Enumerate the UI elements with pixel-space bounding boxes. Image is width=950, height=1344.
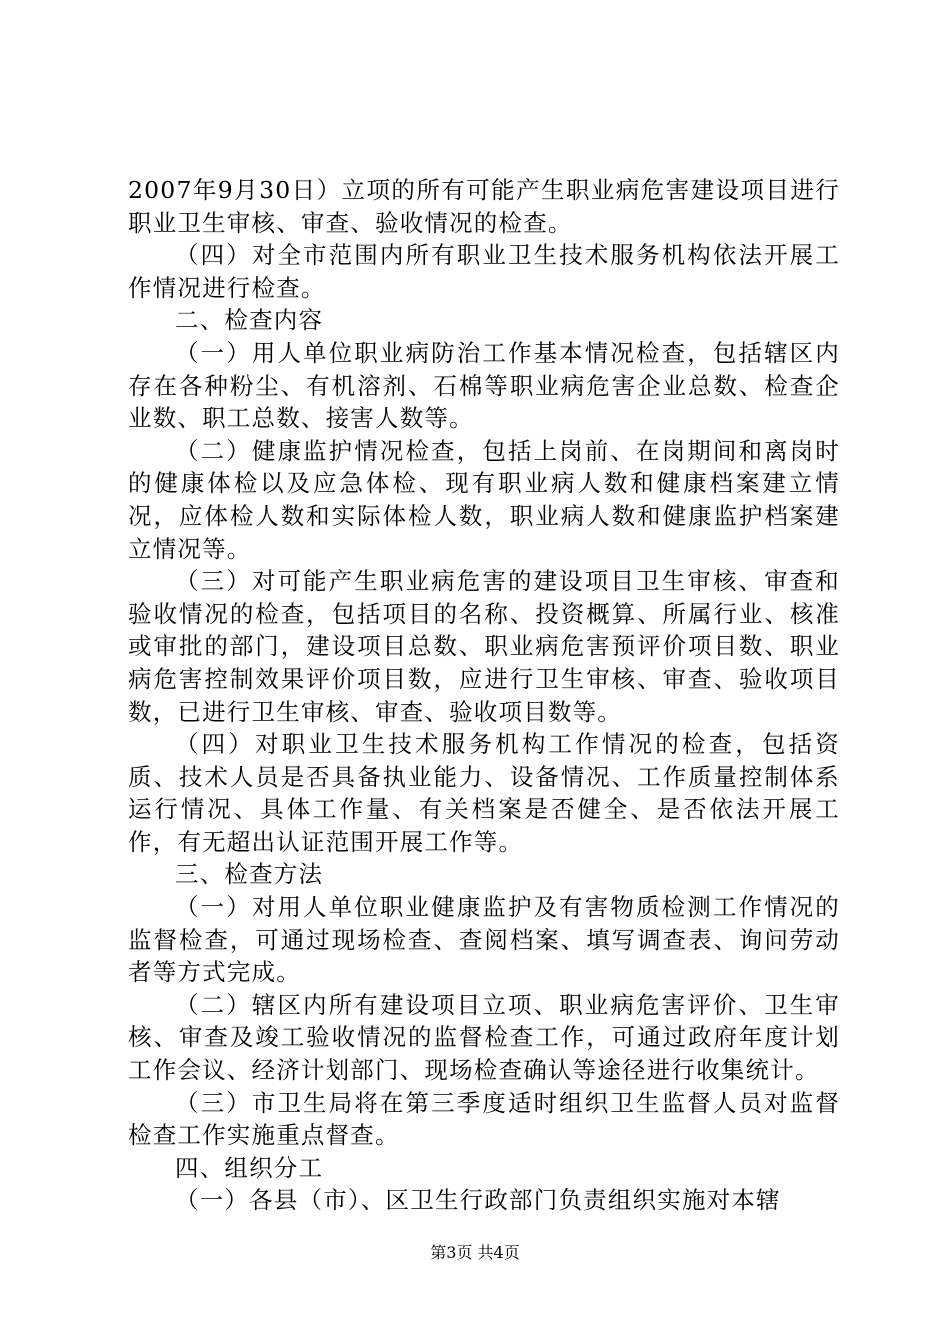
paragraph-organization-1: （一）各县（市）、区卫生行政部门负责组织实施对本辖 <box>175 1186 781 1215</box>
section-heading-inspection-content: 二、检查内容 <box>175 306 324 335</box>
section-heading-inspection-method: 三、检查方法 <box>175 860 324 889</box>
section-heading-organization: 四、组织分工 <box>175 1153 324 1182</box>
paragraph-content-2: （二）健康监护情况检查，包括上岗前、在岗期间和离岗时的健康体检以及应急体检、现有职业病人数和健康档案建立情况，应体检人数和实际体检人数，职业病人数和健康监护档案建立情况等。 <box>128 436 840 563</box>
paragraph-method-3: （三）市卫生局将在第三季度适时组织卫生监督人员对监督检查工作实施重点督查。 <box>128 1088 840 1150</box>
document-body <box>128 174 840 1217</box>
paragraph-item-4-services: （四）对全市范围内所有职业卫生技术服务机构依法开展工作情况进行检查。 <box>128 241 840 302</box>
paragraph-content-3: （三）对可能产生职业病危害的建设项目卫生审核、审查和验收情况的检查，包括项目的名称、投资概算、所属行业、核准或审批的部门，建设项目总数、职业病危害预评价项目数、职业病危害控制效果评价项目数，应进行卫生审核、审查、验收项目数，已进行卫生审核、审查、验收项目数等。 <box>128 567 840 726</box>
page-footer: 第3页 共4页 <box>430 1243 520 1262</box>
paragraph-content-1: （一）用人单位职业病防治工作基本情况检查，包括辖区内存在各种粉尘、有机溶剂、石棉等职业病危害企业总数、检查企业数、职工总数、接害人数等。 <box>128 338 840 433</box>
paragraph-continuation: 2007年9月30日）立项的所有可能产生职业病危害建设项目进行职业卫生审核、审查、验收情况的检查。 <box>128 176 840 237</box>
paragraph-method-2: （二）辖区内所有建设项目立项、职业病危害评价、卫生审核、审查及竣工验收情况的监督检查工作，可通过政府年度计划工作会议、经济计划部门、现场检查确认等途径进行收集统计。 <box>128 990 840 1085</box>
paragraph-content-4: （四）对职业卫生技术服务机构工作情况的检查，包括资质、技术人员是否具备执业能力、设备情况、工作质量控制体系运行情况、具体工作量、有关档案是否健全、是否依法开展工作，有无超出认证范围开展工作等。 <box>128 730 840 856</box>
paragraph-method-1: （一）对用人单位职业健康监护及有害物质检测工作情况的监督检查，可通过现场检查、查阅档案、填写调查表、询问劳动者等方式完成。 <box>128 893 840 987</box>
